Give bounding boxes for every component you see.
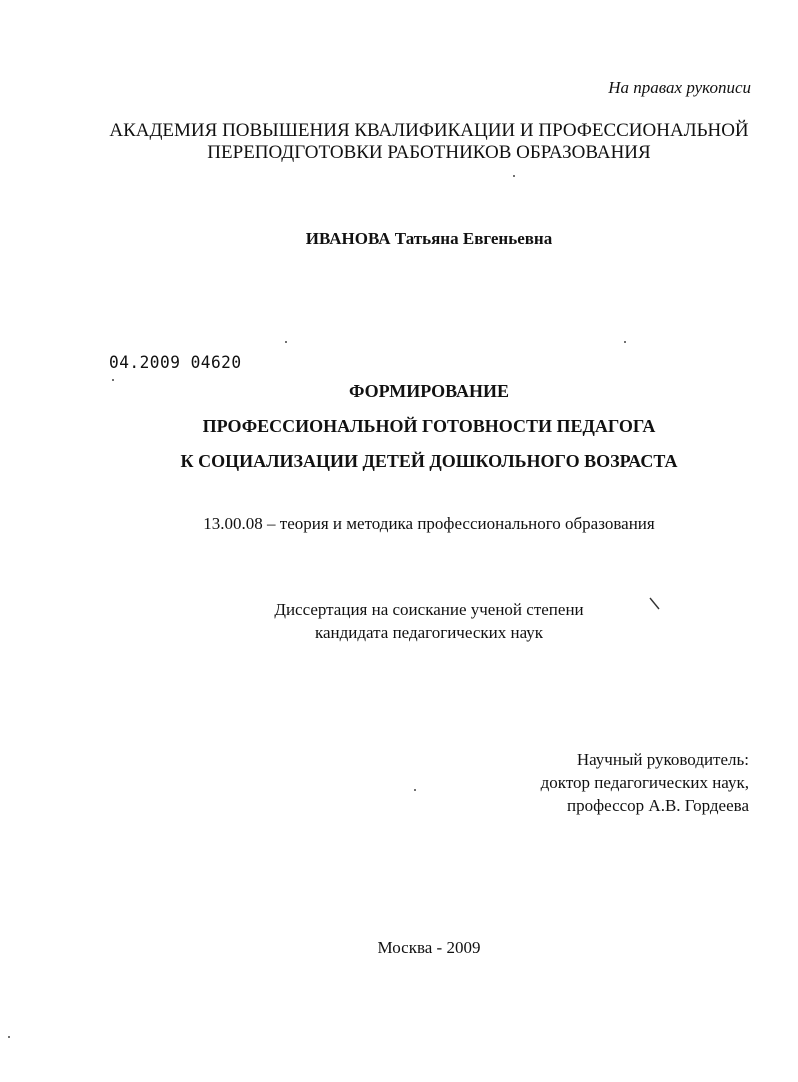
manuscript-note: На правах рукописи xyxy=(608,78,751,97)
institution-name xyxy=(0,120,798,164)
title-line-1: ФОРМИРОВАНИЕ xyxy=(348,381,510,401)
dissertation-title xyxy=(0,374,798,479)
pen-mark xyxy=(648,596,662,612)
scan-speck xyxy=(8,1036,10,1038)
city-year: Москва - 2009 xyxy=(377,938,481,957)
advisor-name: профессор А.В. Гордеева xyxy=(567,796,749,815)
title-line-2: ПРОФЕССИОНАЛЬНОЙ ГОТОВНОСТИ ПЕДАГОГА xyxy=(202,416,656,436)
scan-speck xyxy=(285,341,287,343)
scan-speck xyxy=(414,789,416,791)
author-name: ИВАНОВА Татьяна Евгеньевна xyxy=(305,229,553,248)
stamp-code: 04.2009 04620 xyxy=(109,353,242,373)
title-line-3: К СОЦИАЛИЗАЦИИ ДЕТЕЙ ДОШКОЛЬНОГО ВОЗРАСТА xyxy=(180,451,678,471)
scan-speck xyxy=(513,175,515,177)
institution-line-1: АКАДЕМИЯ ПОВЫШЕНИЯ КВАЛИФИКАЦИИ И ПРОФЕССИОНАЛЬНОЙ xyxy=(109,120,749,141)
advisor-label: Научный руководитель: xyxy=(576,750,749,769)
library-stamp xyxy=(109,353,242,373)
scientific-advisor xyxy=(541,748,749,817)
degree-statement xyxy=(0,598,798,644)
scan-speck xyxy=(112,379,114,381)
degree-line-2: кандидата педагогических наук xyxy=(314,623,544,642)
institution-line-2: ПЕРЕПОДГОТОВКИ РАБОТНИКОВ ОБРАЗОВАНИЯ xyxy=(207,142,651,163)
degree-line-1: Диссертация на соискание ученой степени xyxy=(274,600,584,619)
advisor-degree: доктор педагогических наук, xyxy=(540,773,749,792)
specialty-code: 13.00.08 – теория и методика профессионального образования xyxy=(203,514,655,533)
scan-speck xyxy=(624,341,626,343)
